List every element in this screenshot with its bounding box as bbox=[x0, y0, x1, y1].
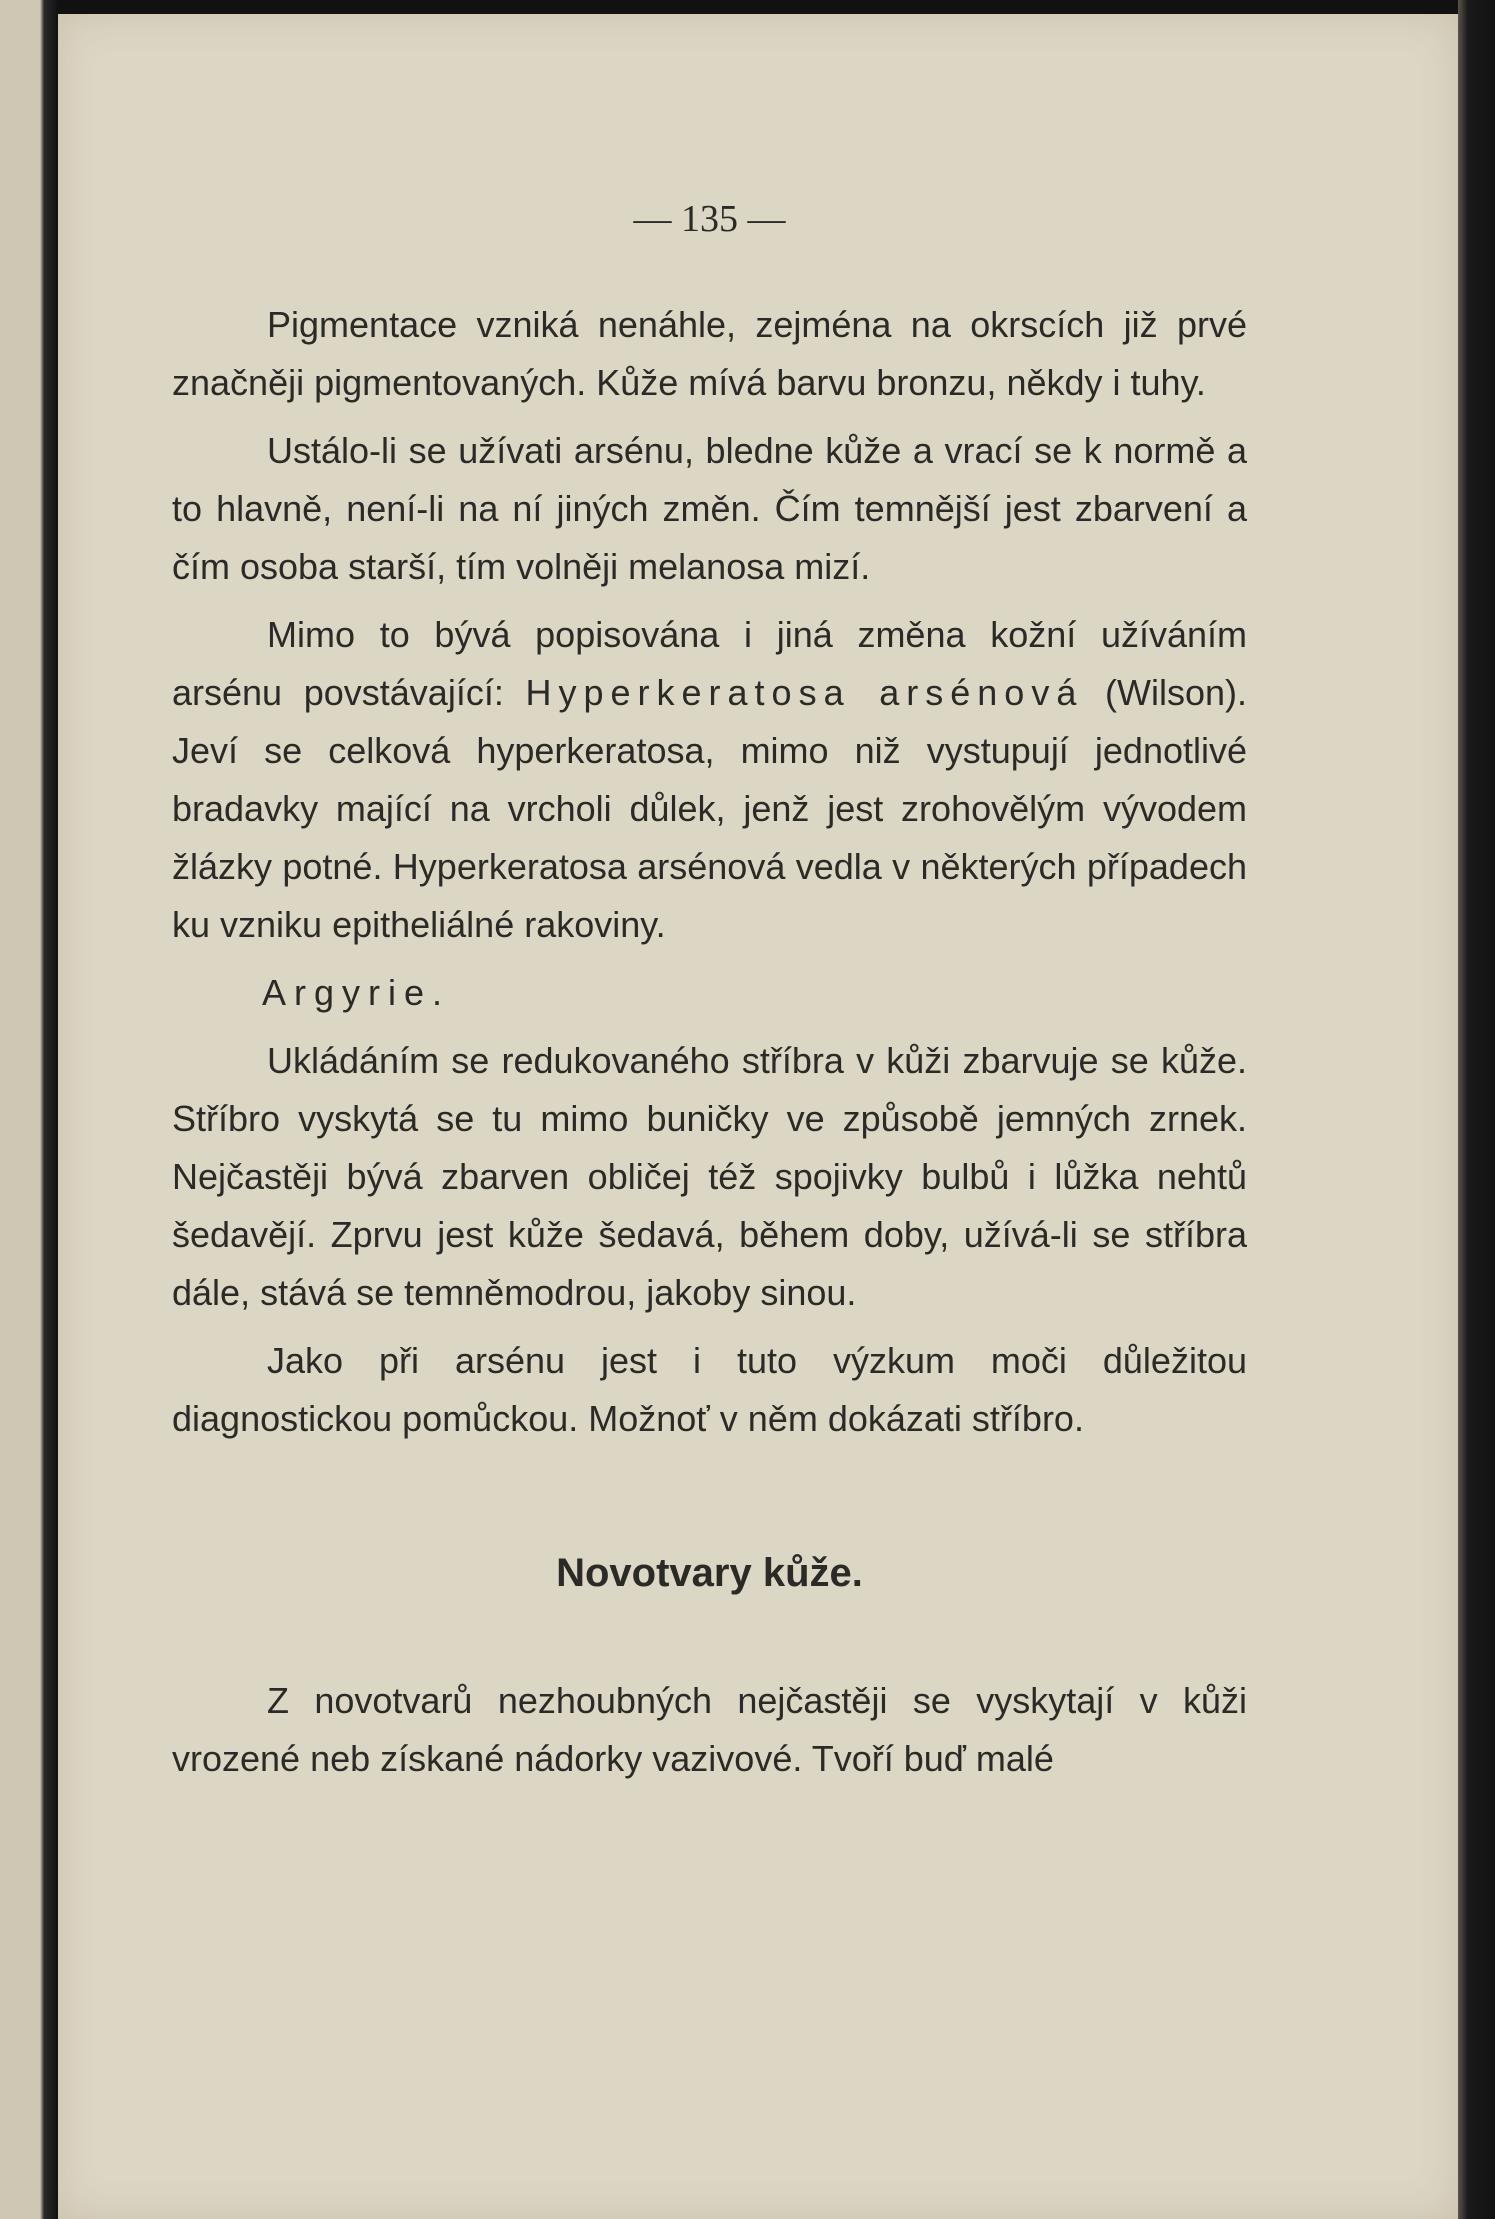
paragraph-jako-pri-arsenu: Jako při arsénu jest i tuto výzkum moči důležitou diagnostickou pomůckou. Možnoť v něm dokázati stříbro. bbox=[172, 1340, 1247, 1439]
page-content bbox=[172, 190, 1247, 1798]
paragraph-novotvaru: Z novotvarů nezhoubných nejčastěji se vyskytají v kůži vrozené neb získané nádorky vazivové. Tvoří buď malé bbox=[172, 1680, 1247, 1779]
paragraph-ustalo: Ustálo-li se užívati arsénu, bledne kůže a vrací se k normě a to hlavně, není-li na ní jiných změn. Čím temnější jest zbarvení a čím osoba starší, tím volněji melanosa mizí. bbox=[172, 430, 1247, 587]
paragraph-hyperkeratosa bbox=[172, 606, 1247, 954]
book-binding bbox=[0, 0, 58, 2219]
scan-top-edge bbox=[0, 0, 1495, 14]
paragraph-ukladanim: Ukládáním se redukovaného stříbra v kůži zbarvuje se kůže. Stříbro vyskytá se tu mimo buničky ve způsobě jemných zrnek. Nejčastěji bývá zbarven obličej též spojivky bulbů i lůžka nehtů šedavějí. Zprvu jest kůže šedavá, během doby, užívá-li se stříbra dále, stává se temněmodrou, jakoby sinou. bbox=[172, 1040, 1247, 1313]
scan-right-edge bbox=[1458, 0, 1495, 2219]
paragraph-pigmentace: Pigmentace vzniká nenáhle, zejména na okrscích již prvé značněji pigmentovaných. Kůže mívá barvu bronzu, někdy i tuhy. bbox=[172, 304, 1247, 403]
subheading-argyrie: Argyrie. bbox=[262, 972, 451, 1013]
section-title-novotvary: Novotvary kůže. bbox=[556, 1551, 863, 1595]
term-hyperkeratosa-arsenova: Hyperkeratosa arsénová bbox=[525, 672, 1084, 713]
page-number: — 135 — bbox=[633, 198, 786, 240]
paragraph-hyperkeratosa-start: Mimo to bývá popisována i jiná změna kožní užíváním arsénu povstávající: bbox=[172, 614, 1247, 713]
paragraph-hyperkeratosa-end: (Wilson). Jeví se celková hyperkeratosa, mimo niž vystupují jednotlivé bradavky mající na vrcholi důlek, jenž jest zrohovělým vývodem žlázky potné. Hyperkeratosa arsénová vedla v některých případech ku vzniku epitheliálné rakoviny. bbox=[172, 672, 1247, 945]
